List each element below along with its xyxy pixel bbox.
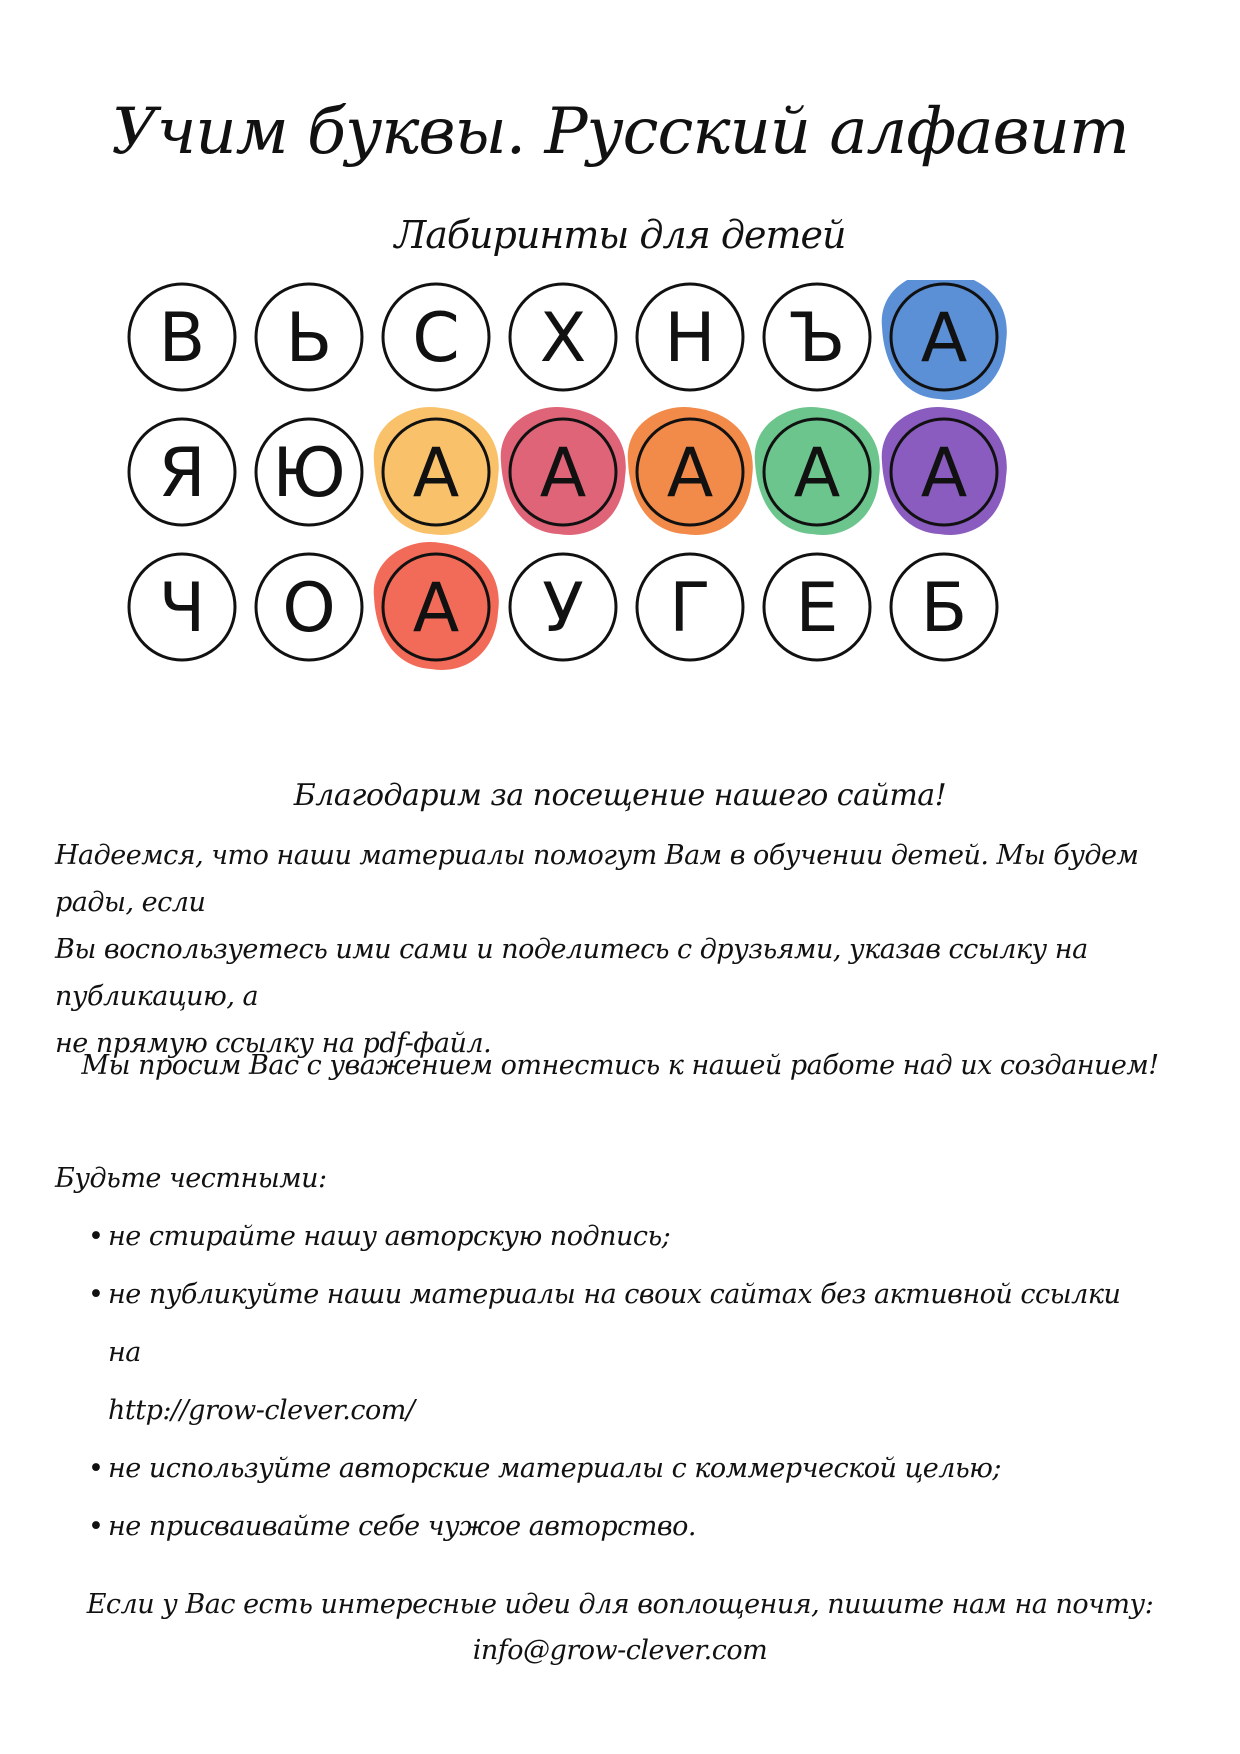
maze-cell — [891, 554, 997, 660]
maze-cell — [764, 554, 870, 660]
contact-email[interactable]: info@grow-clever.com — [472, 1635, 768, 1666]
maze-letter: Е — [795, 569, 839, 648]
letter-maze — [0, 280, 1240, 750]
rule-item — [88, 1440, 1138, 1498]
maze-cell — [129, 419, 235, 525]
maze-letter: У — [542, 569, 584, 648]
maze-cell — [129, 284, 235, 390]
maze-cell — [256, 554, 362, 660]
maze-letter: О — [282, 569, 336, 648]
contact-block — [0, 1582, 1240, 1674]
maze-cell — [755, 407, 880, 535]
maze-letter: А — [412, 569, 460, 648]
maze-cell — [628, 407, 753, 535]
rules-list — [88, 1208, 1138, 1556]
maze-cell — [501, 407, 626, 535]
page-title: Учим буквы. Русский алфавит — [111, 95, 1129, 169]
honest-heading: Будьте честными: — [55, 1163, 327, 1194]
intro-line-3: не прямую ссылку на pdf-файл. — [55, 1028, 492, 1059]
maze-letter: Ь — [285, 299, 333, 378]
rule-item — [88, 1266, 1138, 1440]
maze-letter: А — [666, 434, 714, 513]
maze-letter: А — [793, 434, 841, 513]
maze-letter: А — [539, 434, 587, 513]
rule-text: не стирайте нашу авторскую подпись; — [108, 1221, 671, 1252]
maze-letter: В — [158, 299, 206, 378]
maze-cell — [510, 554, 616, 660]
rule-text: не публикуйте наши материалы на своих сайтах без активной ссылки на — [108, 1279, 1121, 1368]
maze-letter: Х — [539, 299, 587, 378]
intro-line-1: Надеемся, что наши материалы помогут Вам в обучении детей. Мы будем рады, если — [55, 840, 1139, 918]
maze-cell — [256, 419, 362, 525]
maze-letter: Г — [669, 569, 711, 648]
rule-text: не присваивайте себе чужое авторство. — [108, 1511, 696, 1542]
maze-cell — [882, 280, 1007, 400]
maze-cell — [383, 284, 489, 390]
maze-letter: Б — [920, 569, 968, 648]
contact-text: Если у Вас есть интересные идеи для воплощения, пишите нам на почту: — [86, 1589, 1154, 1620]
rule-item — [88, 1208, 1138, 1266]
maze-letter: Ъ — [788, 299, 846, 378]
site-link[interactable]: http://grow-clever.com/ — [108, 1395, 415, 1426]
maze-letter: А — [920, 299, 968, 378]
maze-letter: Ч — [158, 569, 206, 648]
intro-line-2: Вы воспользуетесь ими сами и поделитесь с друзьями, указав ссылку на публикацию, а — [55, 934, 1088, 1012]
maze-letter: Я — [158, 434, 206, 513]
maze-cell — [374, 542, 499, 670]
thanks-heading: Благодарим за посещение нашего сайта! — [293, 778, 947, 813]
maze-letter: С — [412, 299, 460, 378]
page-subtitle: Лабиринты для детей — [394, 213, 846, 257]
rule-item — [88, 1498, 1138, 1556]
maze-cell — [637, 284, 743, 390]
maze-letter: А — [412, 434, 460, 513]
maze-letter: Н — [664, 299, 716, 378]
rule-text: не используйте авторские материалы с коммерческой целью; — [108, 1453, 1002, 1484]
maze-cell — [882, 407, 1007, 535]
maze-cell — [129, 554, 235, 660]
maze-cell — [764, 284, 870, 390]
request-text: Мы просим Вас с уважением отнестись к нашей работе над их созданием! — [81, 1050, 1159, 1081]
maze-cell — [374, 407, 499, 535]
maze-cell — [510, 284, 616, 390]
maze-cell — [256, 284, 362, 390]
maze-cell — [637, 554, 743, 660]
maze-letter: Ю — [272, 434, 346, 513]
maze-letter: А — [920, 434, 968, 513]
intro-paragraph — [55, 832, 1195, 1067]
